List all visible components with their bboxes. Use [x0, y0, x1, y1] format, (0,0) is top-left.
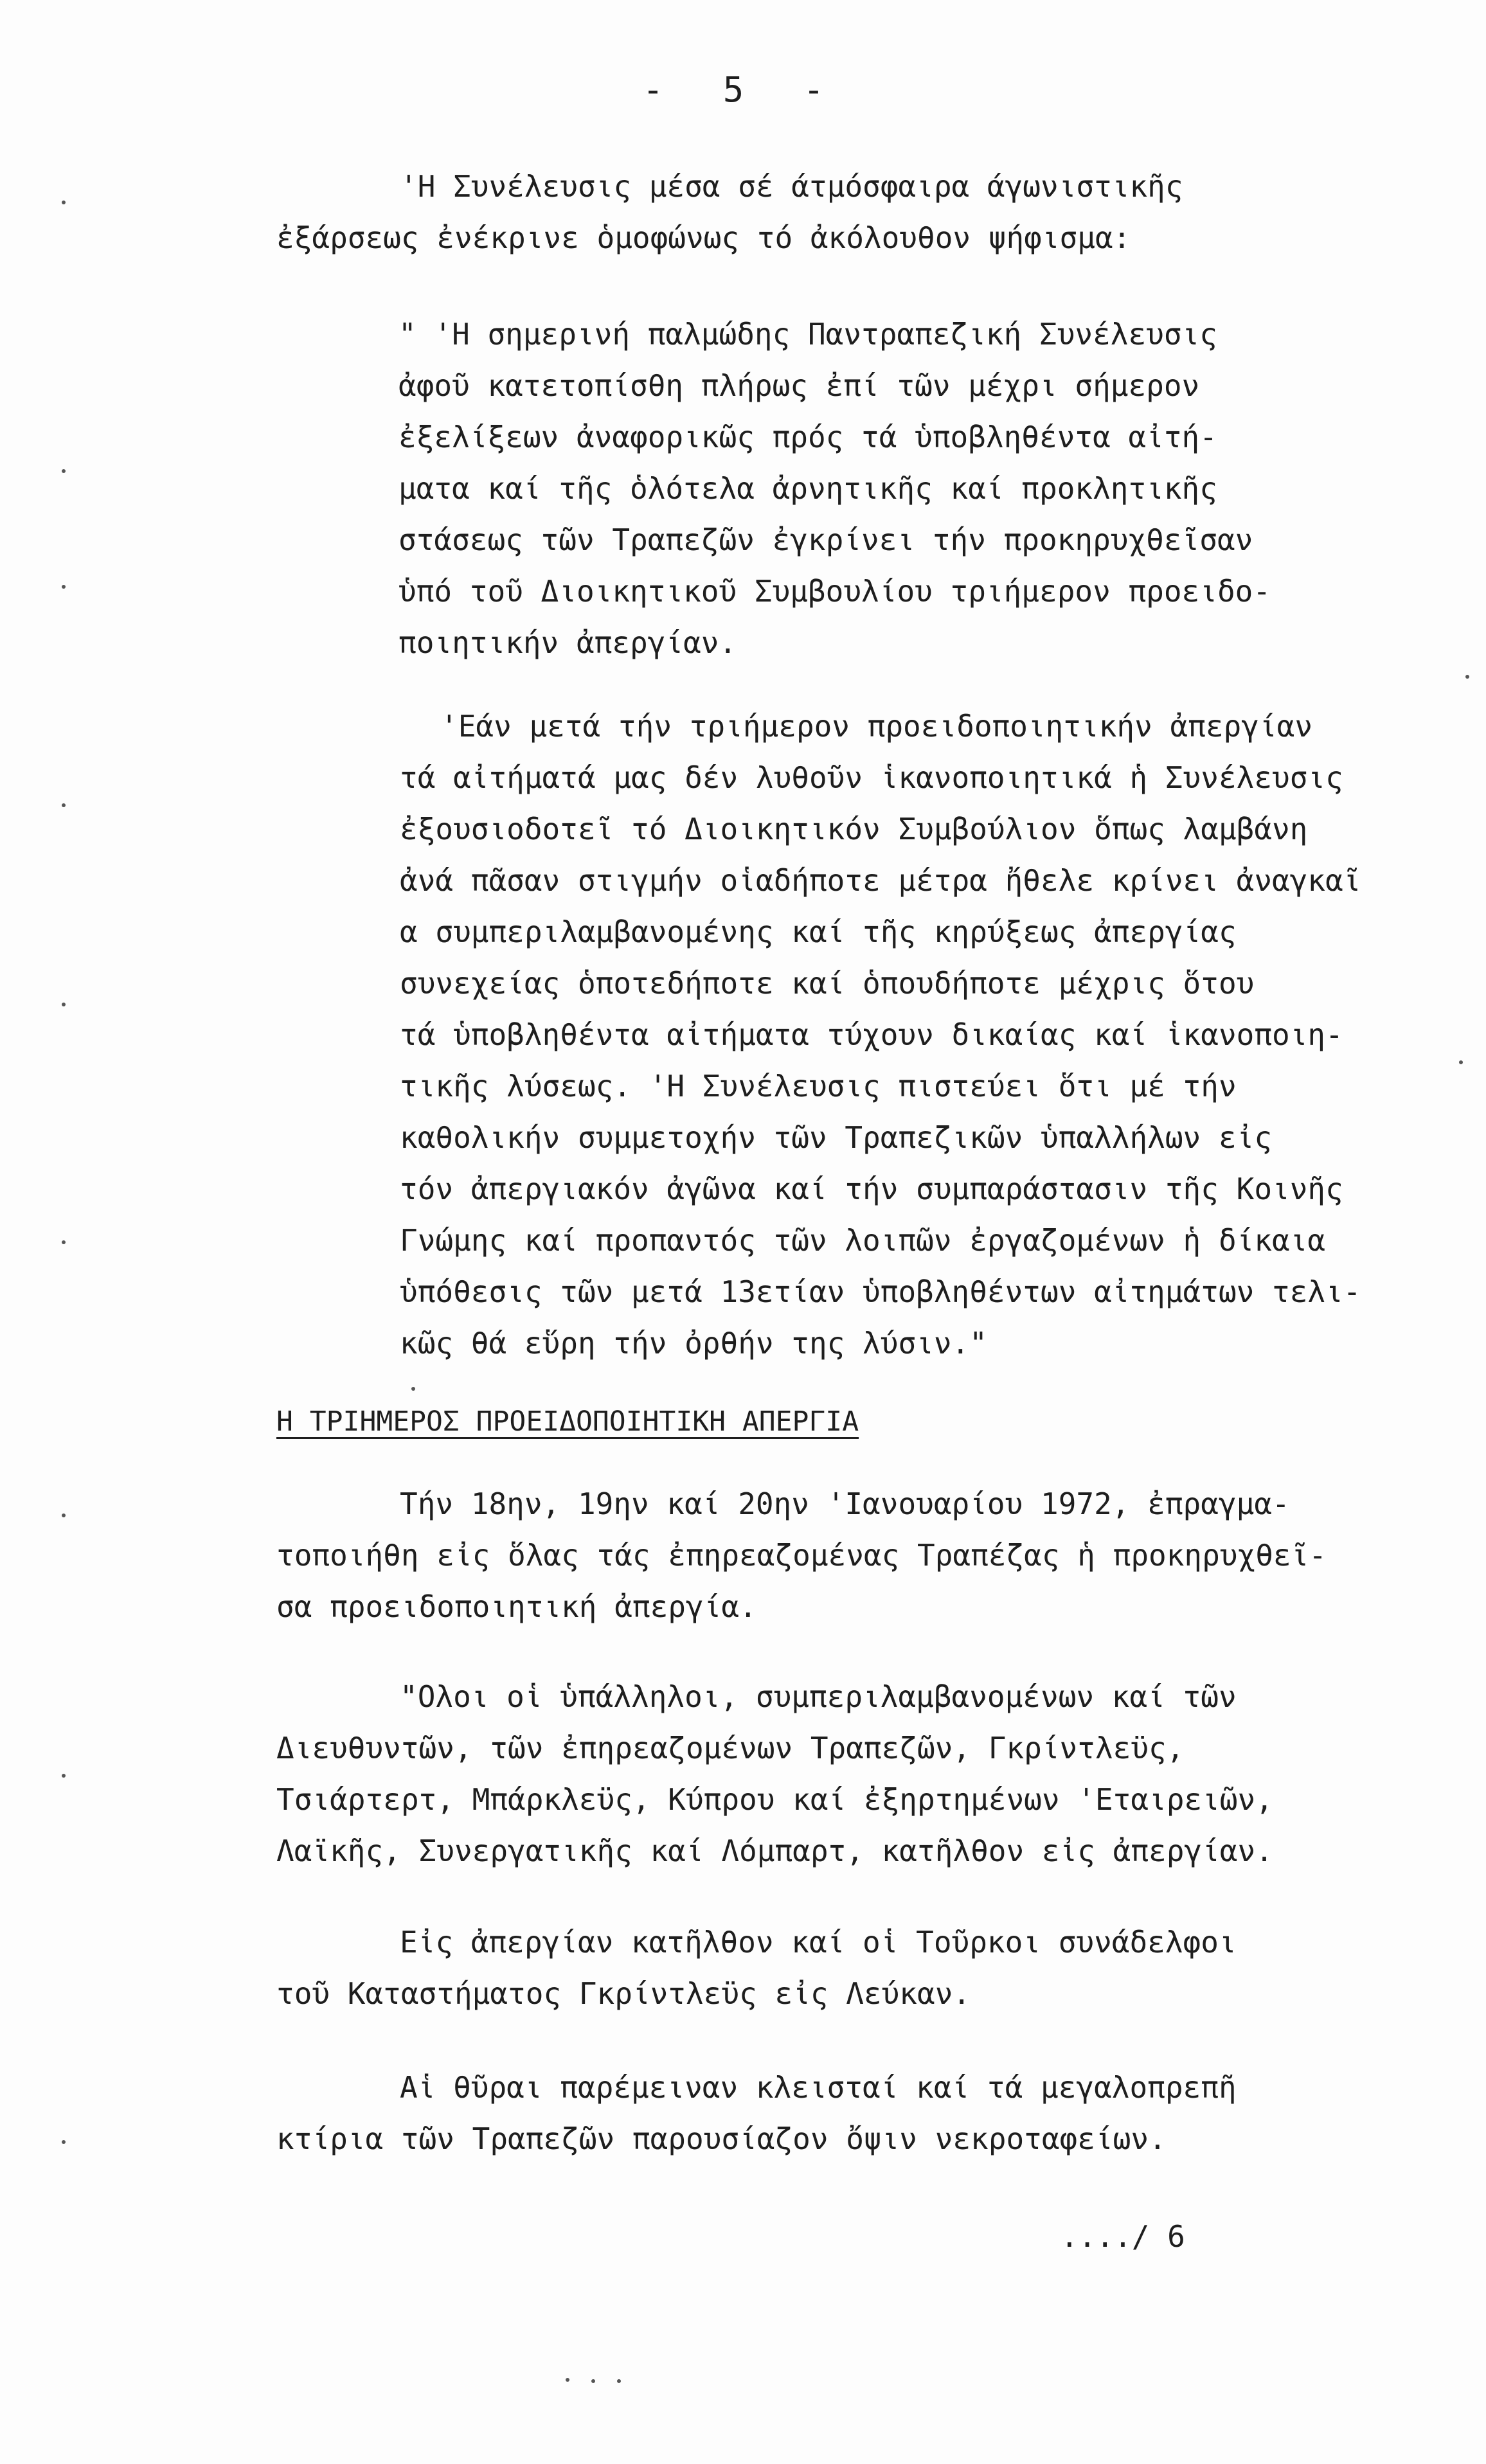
scan-speck: [1459, 1060, 1463, 1064]
scan-speck: [411, 1387, 415, 1391]
text-line: τά αἰτήματά μας δέν λυθοῦν ἱκανοποιητικά ἡ Συνέλευσις: [400, 760, 1343, 795]
scan-speck: [62, 1003, 66, 1006]
resolution-paragraph-1: [0, 308, 1486, 668]
text-line: ἐξουσιοδοτεῖ τό Διοικητικόν Συμβούλιον ὅπως λαμβάνη: [400, 812, 1308, 846]
text-line: 'Εάν μετά τήν τριήμερον προειδοποιητικήν ἀπεργίαν: [440, 709, 1313, 744]
scan-speck: [566, 2378, 569, 2382]
section-heading: Η ΤΡΙΗΜΕΡΟΣ ΠΡΟΕΙΔΟΠΟΙΗΤΙΚΗ ΑΠΕΡΓΙΑ: [276, 1406, 859, 1438]
text-line: ὑπό τοῦ Διοικητικοῦ Συμβουλίου τριήμερον προειδο-: [398, 574, 1271, 609]
scan-speck: [62, 469, 66, 473]
text-line: Γνώμης καί προπαντός τῶν λοιπῶν ἐργαζομένων ἡ δίκαια: [400, 1223, 1326, 1258]
text-line: α συμπεριλαμβανομένης καί τῆς κηρύξεως ἀπεργίας: [400, 915, 1237, 949]
text-line: ματα καί τῆς ὁλότελα ἀρνητικῆς καί προκλητικῆς: [398, 471, 1217, 506]
scan-speck: [62, 1240, 66, 1244]
section-paragraph-4: [0, 2062, 1486, 2165]
scan-speck: [62, 1774, 66, 1778]
text-line: τόν ἀπεργιακόν ἀγῶνα καί τήν συμπαράστασιν τῆς Κοινῆς: [400, 1172, 1343, 1206]
text-line: τοῦ Καταστήματος Γκρίντλεϋς εἰς Λεύκαν.: [276, 1976, 971, 2011]
text-line: τά ὑποβληθέντα αἰτήματα τύχουν δικαίας καί ἱκανοποιη-: [400, 1017, 1343, 1052]
text-line: ἀνά πᾶσαν στιγμήν οἱαδήποτε μέτρα ἤθελε κρίνει ἀναγκαῖ: [400, 863, 1361, 898]
scan-speck: [62, 201, 66, 204]
text-line: Τσιάρτερτ, Μπάρκλεϋς, Κύπρου καί ἐξηρτημένων 'Εταιρειῶν,: [276, 1782, 1273, 1817]
scan-speck: [62, 803, 66, 807]
text-line: Εἰς ἀπεργίαν κατῆλθον καί οἱ Τοῦρκοι συνάδελφοι: [400, 1925, 1237, 1960]
section-paragraph-3: [0, 1916, 1486, 2019]
page-number: - 5 -: [642, 69, 844, 110]
text-line: τικῆς λύσεως. 'Η Συνέλευσις πιστεύει ὅτι μέ τήν: [400, 1069, 1237, 1103]
text-line: ποιητικήν ἀπεργίαν.: [398, 625, 737, 660]
text-line: Διευθυντῶν, τῶν ἐπηρεαζομένων Τραπεζῶν, Γκρίντλεϋς,: [276, 1731, 1185, 1765]
text-line: "Ολοι οἱ ὑπάλληλοι, συμπεριλαμβανομένων καί τῶν: [400, 1679, 1237, 1714]
scan-speck: [617, 2379, 621, 2383]
section-paragraph-2: [0, 1671, 1486, 1877]
scan-speck: [62, 585, 66, 589]
text-line: τοποιήθη εἰς ὅλας τάς ἐπηρεαζομένας Τραπέζας ἡ προκηρυχθεῖ-: [276, 1538, 1327, 1573]
text-line: καθολικήν συμμετοχήν τῶν Τραπεζικῶν ὑπαλλήλων εἰς: [400, 1120, 1273, 1155]
text-line: Τήν 18ην, 19ην καί 20ην 'Ιανουαρίου 1972, ἐπραγμα-: [400, 1486, 1290, 1521]
text-line: κῶς θά εὕρη τήν ὀρθήν της λύσιν.": [400, 1326, 987, 1361]
scan-speck: [591, 2379, 595, 2383]
text-line: κτίρια τῶν Τραπεζῶν παρουσίαζον ὄψιν νεκροταφείων.: [276, 2121, 1167, 2156]
text-line: Λαϊκῆς, Συνεργατικῆς καί Λόμπαρτ, κατῆλθον εἰς ἀπεργίαν.: [276, 1834, 1273, 1868]
scan-speck: [1465, 675, 1469, 679]
text-line: ἐξάρσεως ἐνέκρινε ὁμοφώνως τό ἀκόλουθον ψήφισμα:: [276, 220, 1131, 255]
text-line: συνεχείας ὁποτεδήποτε καί ὁπουδήποτε μέχρις ὅτου: [400, 966, 1255, 1001]
scan-speck: [62, 2140, 66, 2144]
next-page-reference: ..../ 6: [1061, 2219, 1185, 2254]
text-line: 'Η Συνέλευσις μέσα σέ άτμόσφαιρα άγωνιστικῆς: [400, 169, 1183, 204]
text-line: " 'Η σημερινή παλμώδης Παντραπεζική Συνέλευσις: [398, 317, 1217, 352]
text-line: ἀφοῦ κατετοπίσθη πλήρως ἐπί τῶν μέχρι σήμερον: [398, 368, 1200, 403]
text-line: Αἱ θῦραι παρέμειναν κλεισταί καί τά μεγαλοπρεπῆ: [400, 2070, 1237, 2105]
text-line: ἐξελίξεων ἀναφορικῶς πρός τά ὑποβληθέντα αἰτή-: [398, 420, 1217, 454]
section-paragraph-1: [0, 1478, 1486, 1632]
resolution-paragraph-2: [0, 701, 1486, 1369]
text-line: στάσεως τῶν Τραπεζῶν ἐγκρίνει τήν προκηρυχθεῖσαν: [398, 522, 1253, 557]
text-line: σα προειδοποιητική ἀπεργία.: [276, 1589, 757, 1624]
intro-paragraph: [0, 161, 1486, 263]
text-line: ὑπόθεσις τῶν μετά 13ετίαν ὑποβληθέντων αἰτημάτων τελι-: [400, 1274, 1361, 1309]
scan-speck: [62, 1513, 66, 1517]
